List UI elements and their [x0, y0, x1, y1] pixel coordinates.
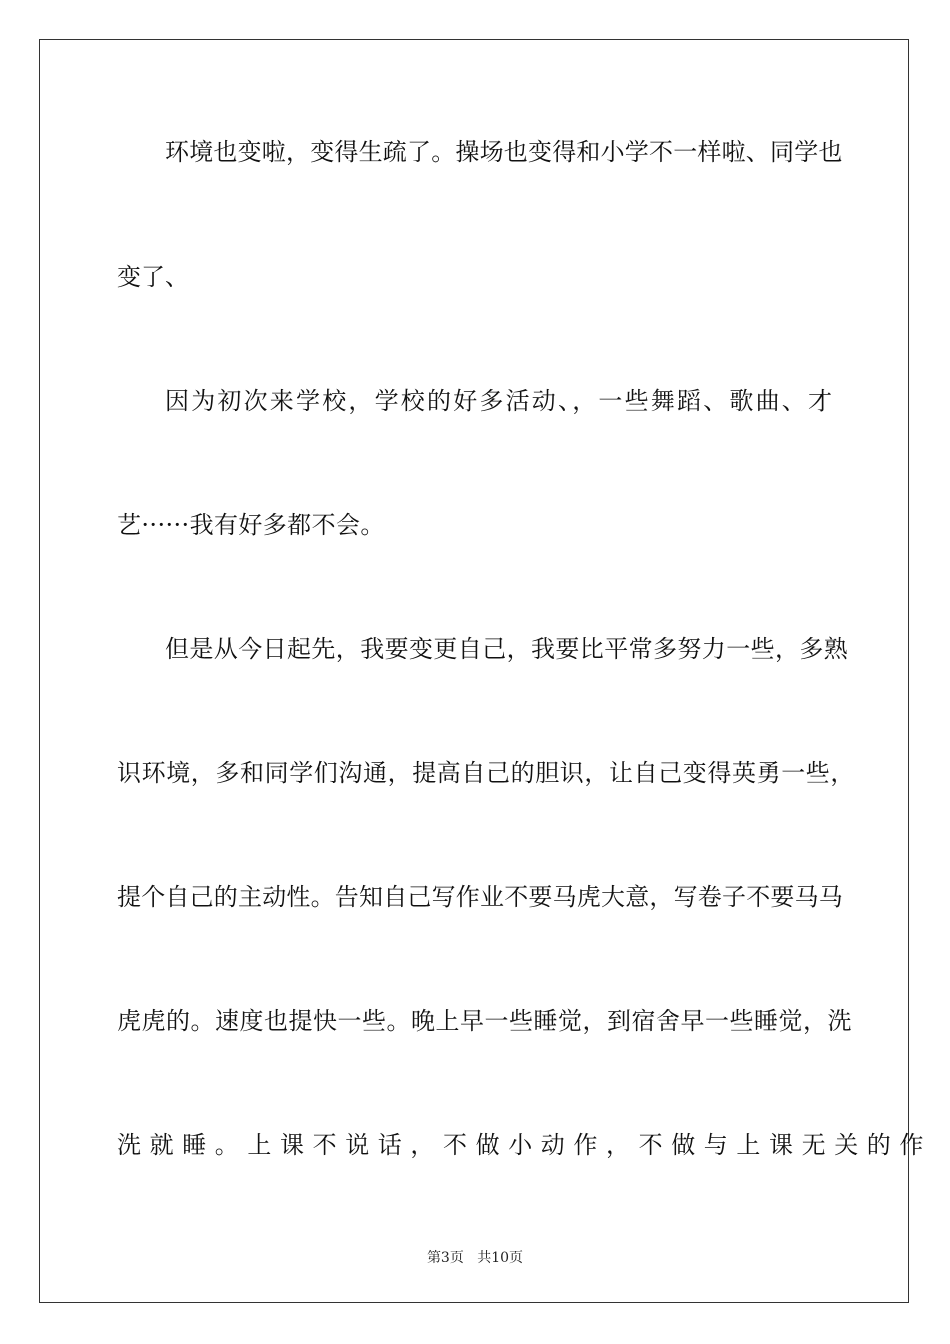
- paragraph-line-3: 因为初次来学校，学校的好多活动、，一些舞蹈、歌曲、才: [165, 387, 835, 415]
- page-border: [39, 39, 909, 1303]
- page-total: 共10页: [477, 1250, 524, 1266]
- paragraph-line-5: 但是从今日起先，我要变更自己，我要比平常多努力一些，多熟: [165, 635, 849, 663]
- paragraph-line-8: 虎虎的。速度也提快一些。晚上早一些睡觉，到宿舍早一些睡觉，洗: [117, 1007, 852, 1035]
- paragraph-line-9: 洗就睡。上课不说话，不做小动作，不做与上课无关的作: [117, 1131, 932, 1159]
- paragraph-line-4: 艺······我有好多都不会。: [117, 511, 385, 539]
- paragraph-line-6: 识环境，多和同学们沟通，提高自己的胆识，让自己变得英勇一些，: [117, 759, 855, 787]
- paragraph-line-7: 提个自己的主动性。告知自己写作业不要马虎大意，写卷子不要马马: [117, 883, 843, 911]
- paragraph-line-1: 环境也变啦，变得生疏了。操场也变得和小学不一样啦、同学也: [165, 138, 843, 166]
- page-footer: [0, 1247, 950, 1267]
- page-number: 第3页: [426, 1250, 464, 1266]
- paragraph-line-2: 变了、: [117, 263, 189, 291]
